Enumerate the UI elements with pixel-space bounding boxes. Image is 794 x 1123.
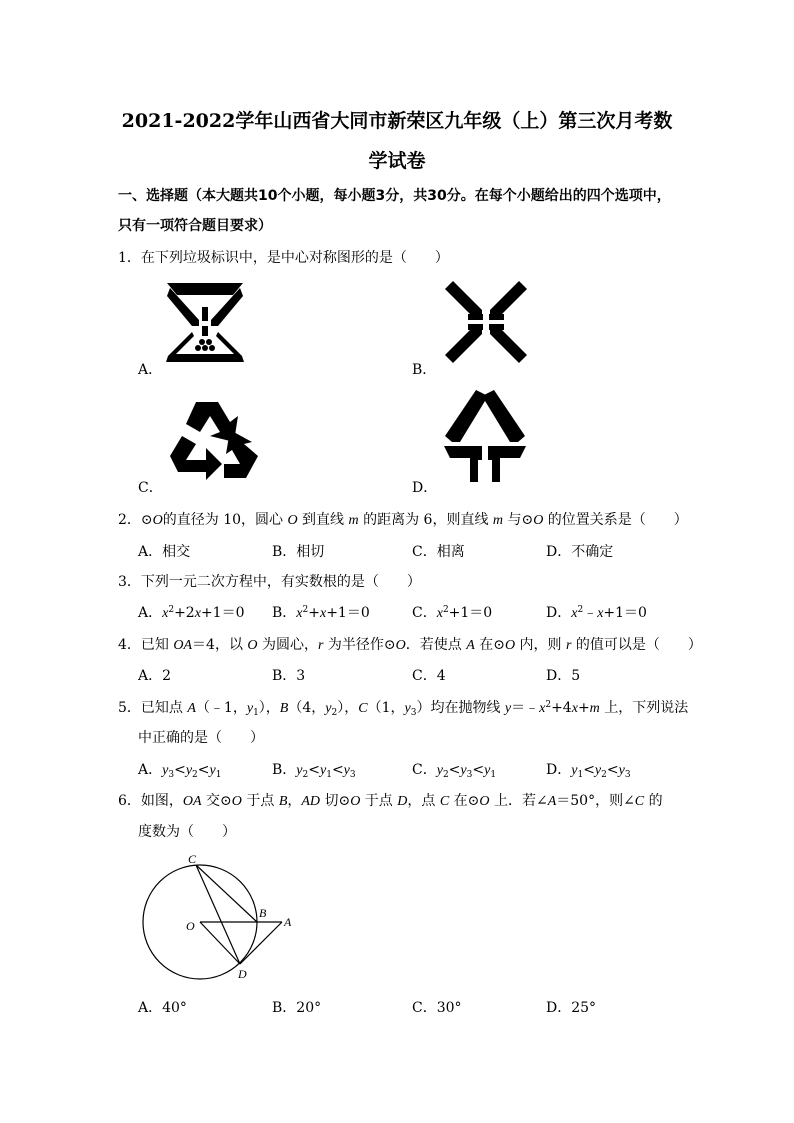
question-2-option-b[interactable]: B．相切 (272, 544, 325, 560)
question-5-option-c[interactable]: C．$y_2<y_3<y_1$ (412, 762, 497, 780)
page-title-line1: 2021-2022学年山西省大同市新荣区九年级（上）第三次月考数 (121, 110, 673, 132)
recycle-icon (166, 398, 262, 484)
question-2-option-a[interactable]: A．相交 (138, 544, 191, 560)
question-3-option-b[interactable]: B．$x^2+x+1=0$ (272, 605, 370, 621)
question-5-option-b[interactable]: B．$y_2<y_1<y_3$ (272, 762, 356, 780)
question-2-option-d[interactable]: D．不确定 (546, 544, 614, 560)
question-5-stem-line2: 中正确的是（ ） (138, 730, 264, 746)
question-6-option-a[interactable]: A．40° (138, 1000, 187, 1016)
question-6-stem-line2: 度数为（ ） (138, 824, 236, 840)
question-6-stem-line1: 6．如图，OA 交⊙O 于点 B，AD 切⊙O 于点 D，点 C 在⊙O 上．若∠A＝50°，则∠C 的 (118, 793, 663, 809)
page-title-line2: 学试卷 (368, 150, 426, 172)
question-5-option-a[interactable]: A．$y_3<y_2<y_1$ (138, 762, 222, 780)
figure-label-a: A (284, 915, 292, 929)
question-1-option-a[interactable]: A． (138, 362, 163, 378)
question-6-option-b[interactable]: B．20° (272, 1000, 322, 1016)
question-6-figure (130, 850, 300, 980)
question-4-option-a[interactable]: A．2 (138, 668, 172, 684)
question-3-stem: 3．下列一元二次方程中，有实数根的是（ ） (118, 574, 421, 590)
question-4-option-b[interactable]: B．3 (272, 668, 306, 684)
section-heading-line2: 只有一项符合题目要求） (118, 218, 272, 234)
arrows-x-icon (442, 278, 530, 366)
question-1-option-b[interactable]: B． (412, 362, 437, 378)
question-3-option-d[interactable]: D．$x^2﹣x+1=0$ (546, 605, 647, 621)
question-4-stem: 4．已知 OA＝4，以 O 为圆心，r 为半径作⊙O．若使点 A 在⊙O 内，则 r 的值可以是（ ） (118, 637, 702, 653)
question-1-option-d[interactable]: D． (412, 480, 438, 496)
question-1-stem: 1．在下列垃圾标识中，是中心对称图形的是（ ） (118, 250, 449, 266)
question-3-option-c[interactable]: C．$x^2+1=0$ (412, 605, 493, 621)
section-heading-line1: 一、选择题（本大题共10个小题，每小题3分，共30分。在每个小题给出的四个选项中， (118, 188, 671, 204)
question-4-option-d[interactable]: D．5 (546, 668, 581, 684)
question-2-option-c[interactable]: C．相离 (412, 544, 465, 560)
figure-label-c: C (188, 852, 197, 866)
question-5-option-d[interactable]: D．$y_1<y_2<y_3$ (546, 762, 631, 780)
figure-label-d: D (238, 967, 247, 981)
figure-label-o: O (186, 919, 195, 933)
figure-label-b: B (259, 906, 267, 920)
question-4-option-c[interactable]: C．4 (412, 668, 446, 684)
triangle-symbol-icon (440, 386, 530, 484)
question-1-option-c[interactable]: C． (138, 480, 163, 496)
question-3-option-a[interactable]: A．$x^2+2x+1=0$ (138, 605, 245, 621)
question-6-option-d[interactable]: D．25° (546, 1000, 597, 1016)
question-5-stem-line1: 5．已知点 A（﹣1，$y_1$），B（4，$y_2$），C（1，$y_3$）均在抛物线 $y=﹣x^2+4x+m$ 上，下列说法 (118, 700, 689, 718)
question-2-stem: 2．⊙O的直径为 10，圆心 O 到直线 m 的距离为 6，则直线 m 与⊙O 的位置关系是（ ） (118, 512, 688, 528)
trash-hourglass-icon (162, 280, 248, 366)
question-6-option-c[interactable]: C．30° (412, 1000, 462, 1016)
